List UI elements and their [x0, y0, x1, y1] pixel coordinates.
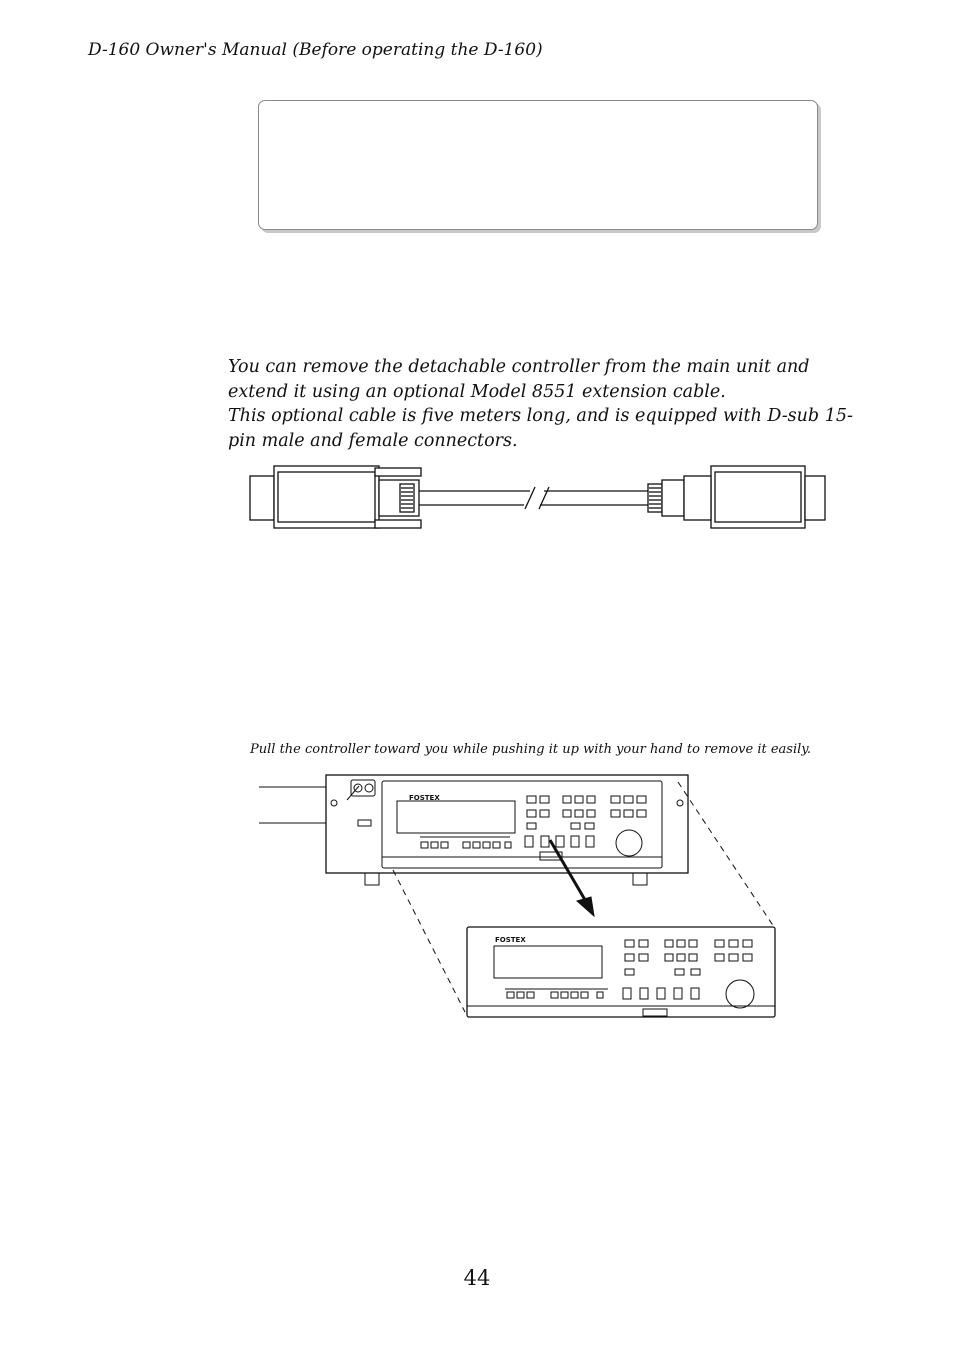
- cable-line: [419, 487, 648, 509]
- extension-cable-illustration: [248, 462, 828, 534]
- page-header: D-160 Owner's Manual (Before operating the D-160): [88, 40, 543, 60]
- intro-text: [228, 355, 868, 453]
- intro-paragraph-2: This optional cable is five meters long, and is equipped with D-sub 15-pin male and female connectors.: [228, 406, 853, 451]
- figure-caption: Pull the controller toward you while pushing it up with your hand to remove it easily.: [250, 742, 812, 757]
- main-unit: [326, 775, 688, 885]
- page-number: 44: [463, 1266, 491, 1290]
- attached-controller: [382, 781, 662, 868]
- brand-logo: FOSTEX: [409, 794, 440, 802]
- male-connector: [250, 466, 421, 528]
- intro-paragraph-1: You can remove the detachable controller from the main unit and extend it using an optional Model 8551 extension cable.: [228, 357, 810, 402]
- female-connector: [648, 466, 825, 528]
- detached-brand-logo: FOSTEX: [495, 936, 526, 944]
- notice-box: [258, 100, 818, 230]
- controller-removal-illustration: [255, 770, 785, 1025]
- detached-controller: [467, 927, 775, 1017]
